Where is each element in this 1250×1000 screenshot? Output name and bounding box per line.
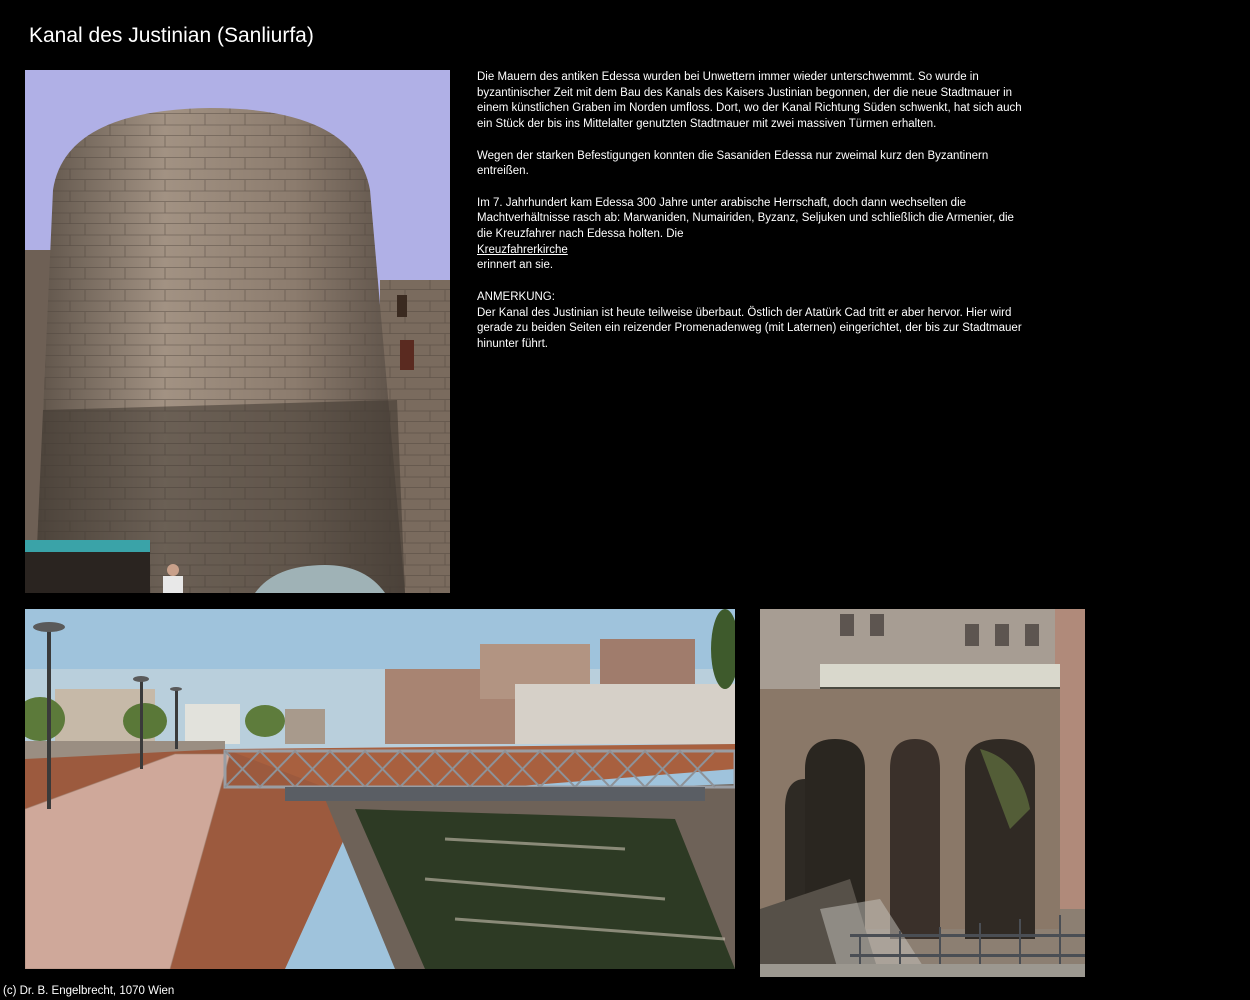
crusader-church-link[interactable]: Kreuzfahrerkirche — [477, 243, 568, 256]
canal-photo-drawing — [25, 609, 735, 969]
paragraph-sasanids: Wegen der starken Befestigungen konnten die Sasaniden Edessa nur zweimal kurz den Byzantinern entreißen. — [477, 149, 989, 178]
copyright-footer: (c) Dr. B. Engelbrecht, 1070 Wien — [3, 985, 175, 997]
canal-arches-photo — [760, 609, 1085, 977]
article-text — [477, 70, 1022, 353]
history-outro: erinnert an sie. — [477, 259, 554, 272]
tower-photo — [25, 70, 450, 593]
note-text: Der Kanal des Justinian ist heute teilweise überbaut. Östlich der Atatürk Cad tritt er aber hervor. Hier wird gerade zu beiden Seiten ein reizender Promenadenweg (mit Laternen) eingerichtet, der bis zur Stadtmauer hinunter führt. — [477, 306, 1022, 350]
paragraph-walls: Die Mauern des antiken Edessa wurden bei Unwettern immer wieder unterschwemmt. So wurde in byzantinischer Zeit mit dem Bau des Kanals des Kaisers Justinian begonnen, der die neue Stadtmauer in einem künstlichen Graben im Norden umfloss. Dort, wo der Kanal Richtung Süden schwenkt, hat sich auch ein Stück der bis ins Mittelalter genutzten Stadtmauer mit zwei massiven Türmen erhalten. — [477, 71, 1022, 131]
note-heading: ANMERKUNG: — [477, 290, 555, 303]
arches-photo-drawing — [760, 609, 1085, 977]
page-title: Kanal des Justinian (Sanliurfa) — [29, 24, 314, 47]
history-intro: Im 7. Jahrhundert kam Edessa 300 Jahre unter arabische Herrschaft, doch dann wechselten die Machtverhältnisse rasch ab: Marwaniden, Numairiden, Byzanz, Seljuken und schließlich die Armenier, die die Kreuzfahrer nach Edessa holten. Die — [477, 196, 1014, 240]
paragraph-history — [477, 196, 1022, 275]
tower-photo-drawing — [25, 70, 450, 593]
canal-promenade-photo — [25, 609, 735, 969]
